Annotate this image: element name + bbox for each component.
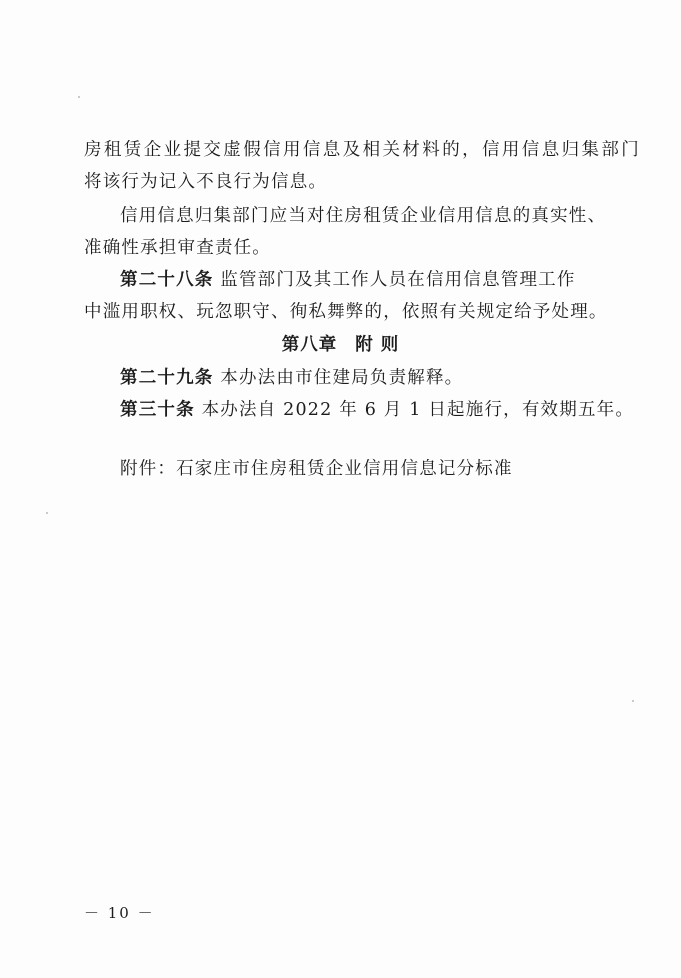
body-line [84, 170, 604, 194]
page-number: － 10 － [84, 904, 155, 922]
body-text: 本办法由市住建局负责解释。 [220, 368, 464, 388]
chapter-number: 第八章 [281, 335, 338, 355]
article-label: 第二十八条 [120, 270, 214, 290]
body-text: 信用信息归集部门应当对住房租赁企业信用信息的真实性、 [120, 206, 607, 226]
body-line [120, 204, 640, 228]
scan-speck [78, 96, 80, 98]
article-30 [120, 398, 640, 422]
body-text: 房租赁企业提交虚假信用信息及相关材料的，信用信息归集部门 [84, 140, 642, 160]
body-line [84, 300, 608, 324]
chapter-heading [0, 333, 681, 357]
scan-speck [46, 512, 48, 514]
body-line [84, 138, 642, 162]
body-line [84, 236, 604, 260]
scan-speck [632, 700, 634, 702]
chapter-title: 附 则 [355, 335, 400, 355]
body-text: 中滥用职权、玩忽职守、徇私舞弊的，依照有关规定给予处理。 [84, 302, 608, 322]
article-label: 第二十九条 [120, 368, 214, 388]
article-28 [120, 268, 640, 292]
body-text: 准确性承担审查责任。 [84, 238, 271, 258]
body-text: 监管部门及其工作人员在信用信息管理工作 [220, 270, 576, 290]
article-29 [120, 366, 640, 390]
body-text: 本办法自 2022 年 6 月 1 日起施行，有效期五年。 [201, 400, 635, 420]
body-text: 将该行为记入不良行为信息。 [84, 172, 328, 192]
article-label: 第三十条 [120, 400, 195, 420]
attachment-note: 附件：石家庄市住房租赁企业信用信息记分标准 [120, 459, 513, 479]
